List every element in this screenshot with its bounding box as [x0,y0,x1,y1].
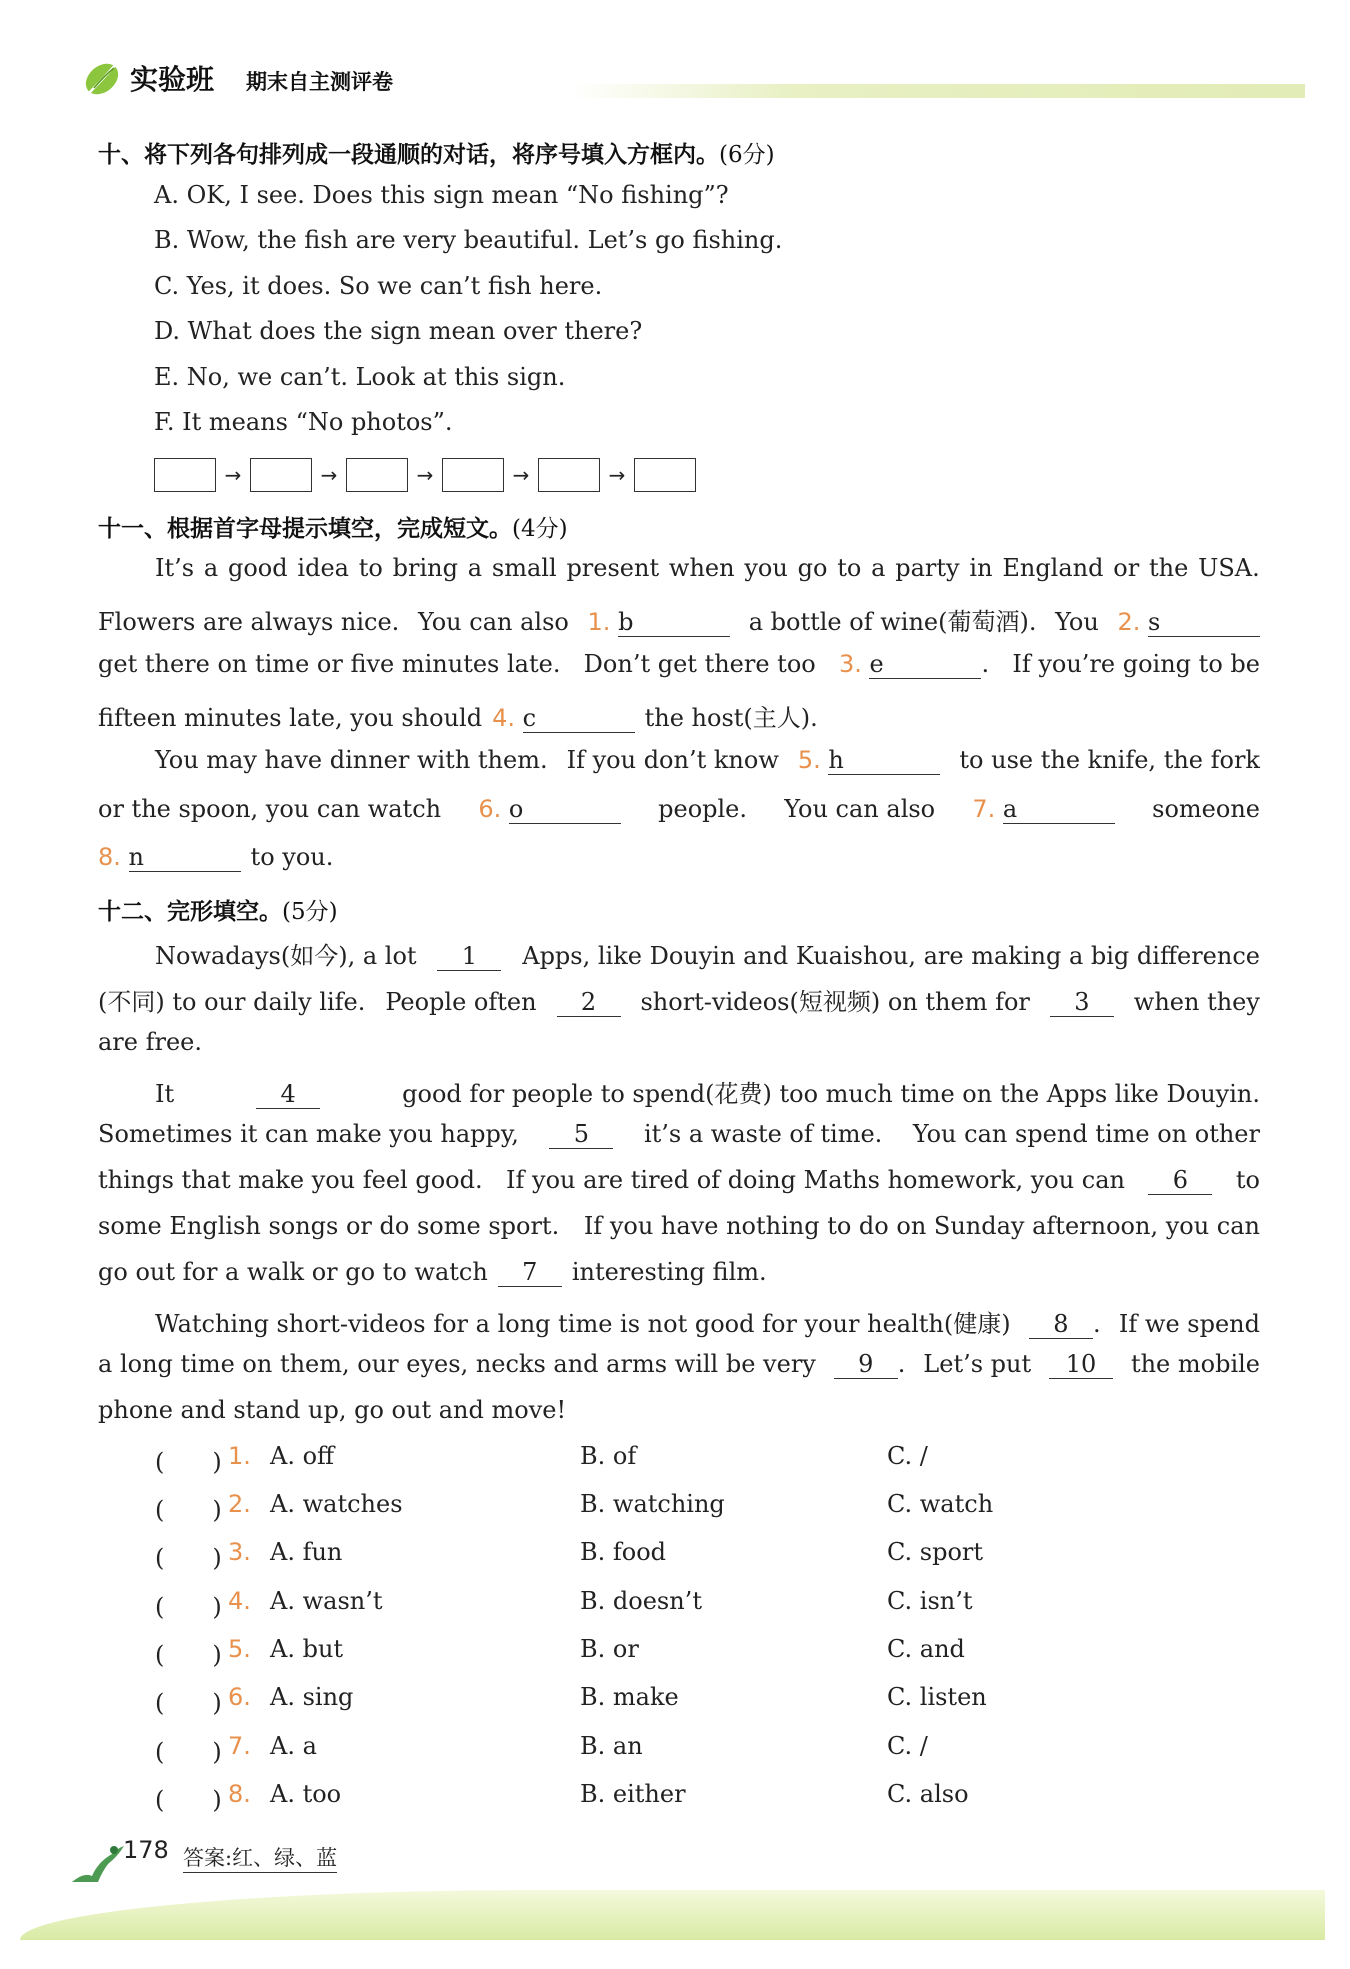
dialogue-option-e: E. No, we can’t. Look at this sign. [154,363,566,391]
passage-12-line-6 [98,1166,1260,1195]
blank-1[interactable] [588,608,731,637]
passage-12-line-9 [155,1304,1260,1339]
text: or the spoon, you can watch [98,795,442,823]
text: when they [1133,988,1260,1016]
text: to you. [250,843,334,871]
dialogue-option-d: D. What does the sign mean over there? [154,317,643,345]
dialogue-option-b: B. Wow, the fish are very beautiful. Let’s go fishing. [154,226,783,254]
text: a [467,554,483,582]
blank-first-letter[interactable]: a [1003,795,1115,824]
blank-first-letter[interactable]: c [523,704,635,733]
blank-4[interactable] [492,704,635,733]
question-number: 2. [228,1490,251,1518]
answer-parentheses[interactable]: ( ) [155,1496,222,1524]
choice-a[interactable]: A. too [270,1780,342,1808]
blank-number: 3. [838,650,862,678]
question-number: 1. [228,1442,251,1470]
cloze-blank-3[interactable]: 3 [1050,988,1114,1017]
text: things that make you feel good. [98,1166,483,1194]
passage-11-line-3 [98,650,1260,679]
section-12-points: (5分) [282,899,338,925]
text: a bottle of wine(葡萄酒). [748,608,1037,636]
text: a [203,554,219,582]
choice-a[interactable]: A. fun [270,1538,343,1566]
blank-7[interactable] [972,795,1115,824]
text: good [227,554,288,582]
cloze-blank-7[interactable]: 7 [498,1258,562,1287]
passage-11-line-1 [155,554,1260,582]
order-box-2[interactable] [250,458,312,492]
text: the [1149,554,1189,582]
text: or [1113,554,1140,582]
arrow-right-icon: → [512,463,530,487]
text: fifteen minutes late, you should [98,704,483,732]
choice-a[interactable]: A. a [270,1732,317,1760]
text: You may have dinner with them. [155,746,548,774]
blank-number: 8. [98,843,121,871]
passage-11-line-4 [98,698,1260,733]
passage-12-line-8 [98,1258,1260,1287]
cloze-blank-2[interactable]: 2 [557,988,621,1017]
text: bring [392,554,458,582]
passage-11-line-6 [98,795,1260,824]
choice-b[interactable]: B. an [580,1732,643,1760]
text: idea [297,554,349,582]
choice-c[interactable]: C. isn’t [887,1587,973,1615]
dialogue-option-f: F. It means “No photos”. [154,408,453,436]
order-box-5[interactable] [538,458,600,492]
choice-a[interactable]: A. watches [270,1490,403,1518]
text: It’s [155,554,195,582]
choice-row-4 [155,1587,1155,1621]
question-number: 3. [228,1538,251,1566]
choice-row-6 [155,1683,1155,1717]
text: You can spend time on other [912,1120,1260,1148]
text: Apps, like Douyin and Kuaishou, are making a big difference [522,942,1260,970]
text: to [1235,1166,1260,1194]
blank-number: 2. [1117,608,1141,636]
text: USA. [1198,554,1260,582]
leaf-logo-icon [80,52,130,102]
answer-parentheses[interactable]: ( ) [155,1593,222,1621]
text: People often [385,988,537,1016]
cloze-blank-10[interactable]: 10 [1049,1350,1113,1379]
cloze-blank-4[interactable]: 4 [256,1080,320,1109]
order-boxes [154,457,696,493]
text: good for people to spend(花费) too much time on the Apps like Douyin. [402,1080,1260,1108]
brand-name: 实验班 [130,63,215,96]
header-decor-band [570,84,1305,98]
text: If you’re going to be [1012,650,1260,678]
choice-row-5 [155,1635,1155,1669]
cloze-blank-8[interactable]: 8 [1029,1310,1093,1339]
blank-first-letter[interactable]: e [869,650,981,679]
text: party [895,554,960,582]
blank-number: 5. [797,746,821,774]
choice-c[interactable]: C. / [887,1442,928,1470]
passage-12-line-10 [98,1350,1260,1379]
passage-11-line-7 [98,843,1260,872]
text: It [155,1080,175,1108]
choice-row-8 [155,1780,1155,1814]
blank-number: 6. [478,795,502,823]
choice-b[interactable]: B. watching [580,1490,725,1518]
text: Nowadays(如今), a lot [155,942,417,970]
passage-12-line-11 [98,1396,1260,1424]
text: Watching short-videos for a long time is not good for your health(健康) [155,1310,1011,1338]
text: If you don’t know [566,746,779,774]
blank-first-letter[interactable]: o [509,795,621,824]
text: it’s a waste of time. [643,1120,883,1148]
cloze-blank-5[interactable]: 5 [549,1120,613,1149]
text: You can also [784,795,936,823]
passage-11-line-2 [98,602,1260,637]
text: Don’t get there too [583,650,816,678]
passage-12-line-3 [98,1028,1260,1056]
choice-b[interactable]: B. of [580,1442,637,1470]
passage-12-line-4 [155,1074,1260,1109]
text: in [969,554,993,582]
text: some English songs or do some sport. [98,1212,560,1240]
answer-parentheses[interactable]: ( ) [155,1641,222,1669]
text: short-videos(短视频) on them for [640,988,1030,1016]
text: (不同) to our daily life. [98,988,366,1016]
passage-11-line-5 [155,746,1260,775]
text: to use the knife, the fork [959,746,1260,774]
order-box-3[interactable] [346,458,408,492]
question-number: 5. [228,1635,251,1663]
text: a long time on them, our eyes, necks and arms will be very [98,1350,816,1378]
passage-12-line-7 [98,1212,1260,1240]
text: the host(主人). [644,704,818,732]
blank-8[interactable] [98,843,241,872]
exam-subtitle: 期末自主测评卷 [246,70,393,94]
answer-parentheses[interactable]: ( ) [155,1544,222,1572]
text: you [744,554,788,582]
section-11-title [98,510,568,543]
choice-c[interactable]: C. also [887,1780,969,1808]
cloze-blank-6[interactable]: 6 [1148,1166,1212,1195]
blank-2[interactable] [1117,608,1260,637]
text: phone and stand up, go out and move! [98,1396,567,1424]
choice-c[interactable]: C. and [887,1635,965,1663]
text: You [1055,608,1099,636]
question-number: 8. [228,1780,251,1808]
choice-b[interactable]: B. food [580,1538,667,1566]
blank-first-letter[interactable]: h [828,746,940,775]
choice-a[interactable]: A. wasn’t [270,1587,383,1615]
answer-key-note: 答案:红、绿、蓝 [183,1842,337,1873]
question-number: 7. [228,1732,251,1760]
text: Flowers are always nice. [98,608,400,636]
text: . [981,650,990,678]
choice-b[interactable]: B. doesn’t [580,1587,702,1615]
section-11-points: (4分) [512,516,568,542]
section-10-heading: 十、将下列各句排列成一段通顺的对话，将序号填入方框内。 [98,142,719,168]
arrow-right-icon: → [320,463,338,487]
cloze-blank-9[interactable]: 9 [834,1350,898,1379]
section-11-heading: 十一、根据首字母提示填空，完成短文。 [98,516,512,542]
arrow-right-icon: → [224,463,242,487]
blank-number: 4. [492,704,515,732]
choice-c[interactable]: C. / [887,1732,928,1760]
order-box-1[interactable] [154,458,216,492]
text: If we spend [1118,1310,1260,1338]
choice-b[interactable]: B. or [580,1635,639,1663]
question-number: 4. [228,1587,251,1615]
choice-a[interactable]: A. sing [270,1683,354,1711]
choice-a[interactable]: A. off [270,1442,335,1470]
answer-parentheses[interactable]: ( ) [155,1786,222,1814]
choice-row-2 [155,1490,1155,1524]
choice-b[interactable]: B. make [580,1683,679,1711]
dialogue-option-c: C. Yes, it does. So we can’t fish here. [154,272,603,300]
running-figure-icon [68,1842,128,1886]
text: people. [658,795,748,823]
section-12-title [98,893,338,926]
text: to [358,554,383,582]
text: . [897,1350,906,1378]
text: a [871,554,886,582]
answer-parentheses[interactable]: ( ) [155,1448,222,1476]
blank-number: 7. [972,795,996,823]
text: are free. [98,1028,203,1056]
text: go out for a walk or go to watch [98,1258,488,1286]
blank-6[interactable] [478,795,621,824]
section-10-points: (6分) [719,142,775,168]
choice-c[interactable]: C. sport [887,1538,984,1566]
text: someone [1152,795,1260,823]
text: If you are tired of doing Maths homework, you can [506,1166,1125,1194]
text: interesting film. [571,1258,767,1286]
choice-c[interactable]: C. listen [887,1683,987,1711]
blank-first-letter[interactable]: s [1148,608,1260,637]
text: to [837,554,862,582]
passage-12-line-5 [98,1120,1260,1149]
answer-parentheses[interactable]: ( ) [155,1738,222,1766]
text: get there on time or five minutes late. [98,650,561,678]
choice-row-1 [155,1442,1155,1476]
arrow-right-icon: → [608,463,626,487]
section-12-heading: 十二、完形填空。 [98,899,282,925]
blank-5[interactable] [798,746,941,775]
text: England [1002,554,1104,582]
page-number: 178 [123,1836,169,1864]
passage-12-line-1 [155,936,1260,971]
section-10-title [98,136,775,169]
blank-3[interactable] [839,650,989,679]
page-header [0,50,1350,120]
order-box-4[interactable] [442,458,504,492]
choice-a[interactable]: A. but [270,1635,344,1663]
text: when [668,554,735,582]
text: You can also [417,608,569,636]
blank-number: 1. [587,608,611,636]
answer-parentheses[interactable]: ( ) [155,1689,222,1717]
order-box-6[interactable] [634,458,696,492]
footer-decor-band [20,1890,1325,1940]
arrow-right-icon: → [416,463,434,487]
choice-c[interactable]: C. watch [887,1490,994,1518]
cloze-blank-1[interactable]: 1 [437,942,501,971]
choice-row-7 [155,1732,1155,1766]
choice-row-3 [155,1538,1155,1572]
text: If you have nothing to do on Sunday afternoon, you can [583,1212,1260,1240]
blank-first-letter[interactable]: n [129,843,241,872]
text: go [797,554,828,582]
question-number: 6. [228,1683,251,1711]
text: . [1092,1310,1101,1338]
text: Let’s put [923,1350,1032,1378]
choice-b[interactable]: B. either [580,1780,686,1808]
dialogue-option-a: A. OK, I see. Does this sign mean “No fishing”? [154,181,729,209]
text: Sometimes it can make you happy, [98,1120,519,1148]
text: the mobile [1130,1350,1260,1378]
text: present [566,554,660,582]
blank-first-letter[interactable]: b [618,608,730,637]
text: small [491,554,557,582]
passage-12-line-2 [98,982,1260,1017]
